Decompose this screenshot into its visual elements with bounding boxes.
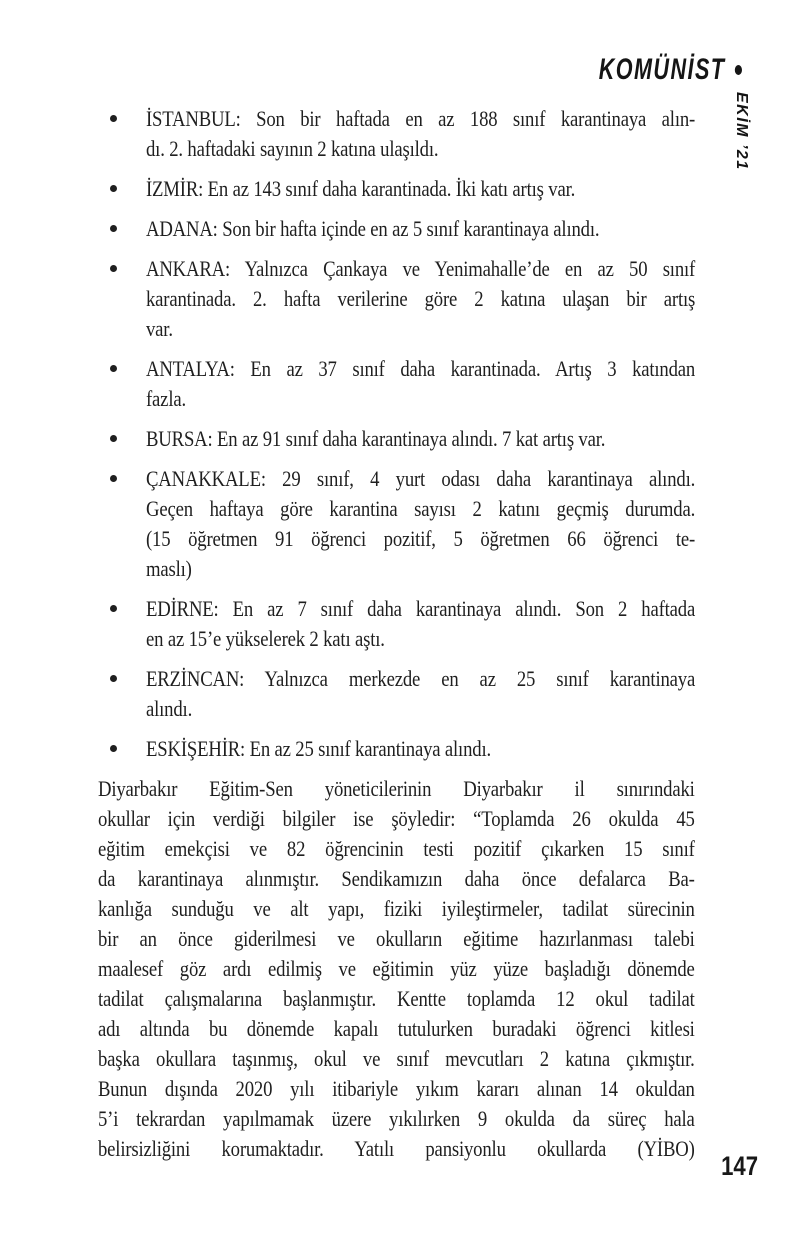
text-line: başka okullara taşınmış, okul ve sınıf mevcutları 2 katına çıkmıştır. [98,1046,695,1071]
text-line: Geçen haftaya göre karantina sayısı 2 katını geçmiş durumda. [146,496,696,521]
text-line: EDİRNE: En az 7 sınıf daha karantinaya alındı. Son 2 haftada [146,596,696,621]
text-line: ANKARA: Yalnızca Çankaya ve Yenimahalle’de en az 50 sınıf [146,256,696,281]
bullet-icon [110,185,117,192]
list-item [98,174,695,204]
list-item [98,594,695,654]
text-line: BURSA: En az 91 sınıf daha karantinaya alındı. 7 kat artış var. [146,426,606,451]
header-dot-icon [735,65,742,75]
body-paragraph [98,774,695,1164]
text-line: dı. 2. haftadaki sayının 2 katına ulaşıldı. [146,136,439,161]
bullet-icon [110,675,117,682]
list-item [98,424,695,454]
page-header [599,55,742,85]
text-line: da karantinaya alınmıştır. Sendikamızın daha önce defalarca Ba- [98,866,695,891]
issue-date-vertical: EKİM ’21 [733,92,750,171]
bullet-icon [110,265,117,272]
text-line: tadilat çalışmalarına başlanmıştır. Kentte toplamda 12 okul tadilat [98,986,695,1011]
bullet-icon [110,225,117,232]
text-line: Diyarbakır Eğitim-Sen yöneticilerinin Diyarbakır il sınırındaki [98,776,695,801]
list-item [98,664,695,724]
text-line: okullar için verdiği bilgiler ise şöyledir: “Toplamda 26 okulda 45 [98,806,695,831]
text-line: İZMİR: En az 143 sınıf daha karantinada. İki katı artış var. [146,176,576,201]
text-line: 5’i tekrardan yapılmamak üzere yıkılırken 9 okulda da süreç hala [98,1106,695,1131]
list-item [98,464,695,584]
text-line: alındı. [146,696,193,721]
text-line: İSTANBUL: Son bir haftada en az 188 sınıf karantinaya alın- [146,106,696,131]
text-line: eğitim emekçisi ve 82 öğrencinin testi pozitif çıkarken 15 sınıf [98,836,695,861]
text-line: en az 15’e yükselerek 2 katı aştı. [146,626,385,651]
text-line: belirsizliğini korumaktadır. Yatılı pansiyonlu okullarda (YİBO) [98,1136,695,1161]
bullet-icon [110,115,117,122]
text-line: ADANA: Son bir hafta içinde en az 5 sınıf karantinaya alındı. [146,216,600,241]
text-line: var. [146,316,173,341]
text-line: adı altında bu dönemde kapalı tutulurken buradaki öğrenci kitlesi [98,1016,695,1041]
list-item [98,734,695,764]
page-content [98,104,695,1164]
list-item [98,214,695,244]
bullet-icon [110,435,117,442]
text-line: ESKİŞEHİR: En az 25 sınıf karantinaya alındı. [146,736,491,761]
text-line: ERZİNCAN: Yalnızca merkezde en az 25 sınıf karantinaya [146,666,696,691]
list-item [98,254,695,344]
bullet-list [98,104,695,764]
text-line: maalesef göz ardı edilmiş ve eğitimin yüz yüze başladığı dönemde [98,956,695,981]
text-line: karantinada. 2. hafta verilerine göre 2 katına ulaşan bir artış [146,286,696,311]
bullet-icon [110,475,117,482]
page-number: 147 [721,1151,758,1181]
bullet-icon [110,745,117,752]
text-line: bir an önce giderilmesi ve okulların eğitime hazırlanması talebi [98,926,695,951]
text-line: (15 öğretmen 91 öğrenci pozitif, 5 öğretmen 66 öğrenci te- [146,526,696,551]
bullet-icon [110,365,117,372]
text-line: maslı) [146,556,192,581]
list-item [98,354,695,414]
list-item [98,104,695,164]
journal-title: KOMÜNİST [598,53,726,86]
text-line: ÇANAKKALE: 29 sınıf, 4 yurt odası daha karantinaya alındı. [146,466,696,491]
text-line: fazla. [146,386,186,411]
text-line: kanlığa sunduğu ve alt yapı, fiziki iyileştirmeler, tadilat sürecinin [98,896,695,921]
bullet-icon [110,605,117,612]
text-line: ANTALYA: En az 37 sınıf daha karantinada. Artış 3 katından [146,356,696,381]
text-line: Bunun dışında 2020 yılı itibariyle yıkım kararı alınan 14 okuldan [98,1076,695,1101]
